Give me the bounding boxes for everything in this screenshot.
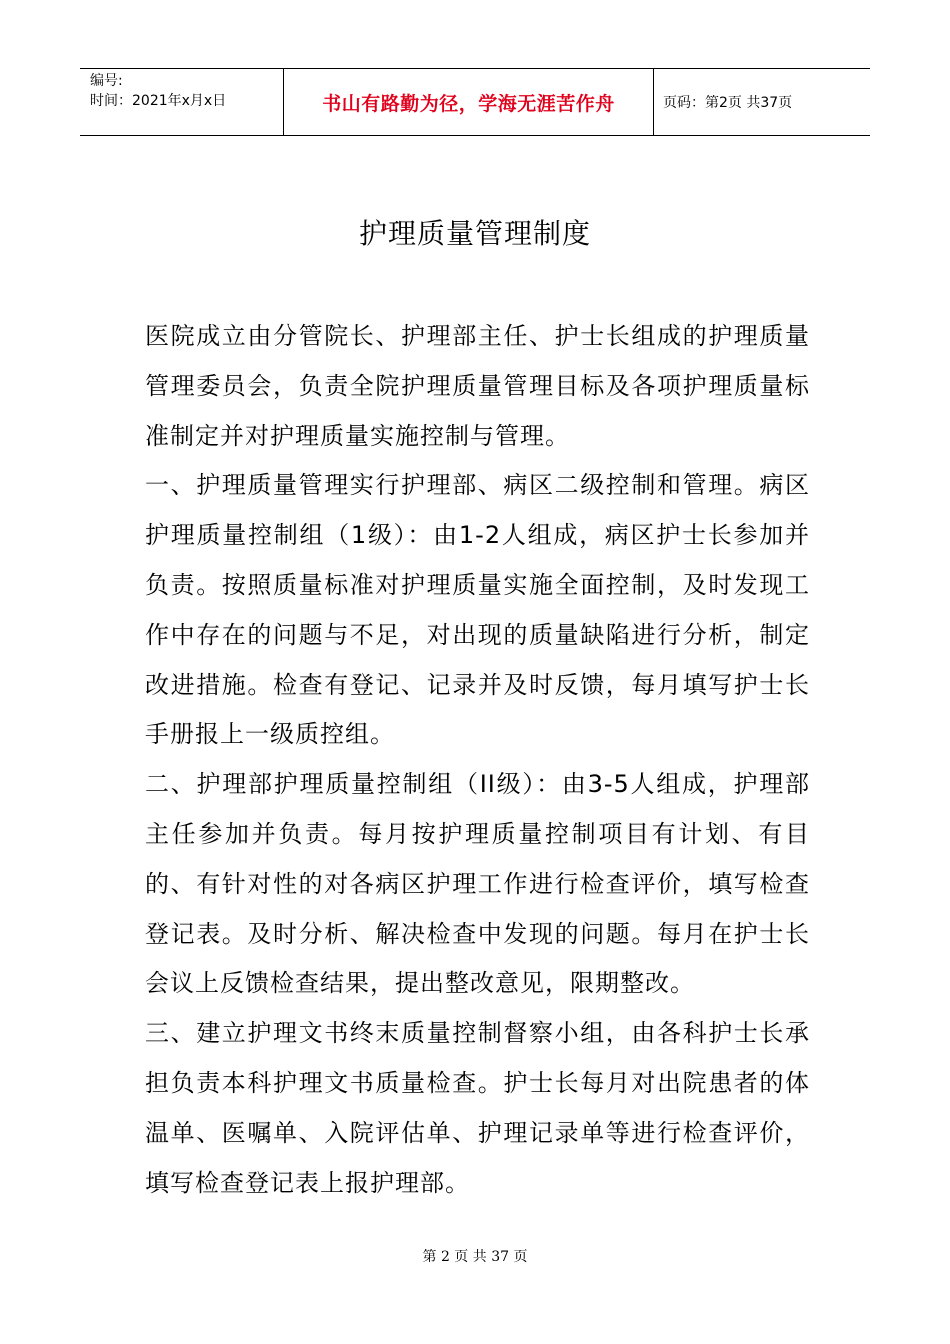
- header-page-cell: [654, 69, 870, 135]
- document-body: [145, 312, 810, 1208]
- serial-number-label: 编号:: [90, 73, 123, 89]
- paragraph-section-1: 一、护理质量管理实行护理部、病区二级控制和管理。病区护理质量控制组（1级）：由1-2人组成，病区护士长参加并负责。按照质量标准对护理质量实施全面控制，及时发现工作中存在的问题与不足，对出现的质量缺陷进行分析，制定改进措施。检查有登记、记录并及时反馈，每月填写护士长手册报上一级质控组。: [145, 471, 810, 749]
- paragraph-intro: 医院成立由分管院长、护理部主任、护士长组成的护理质量管理委员会，负责全院护理质量管理目标及各项护理质量标准制定并对护理质量实施控制与管理。: [145, 322, 810, 450]
- page-info: 页码：第2页 共37页: [663, 95, 793, 111]
- paragraph-section-3: 三、建立护理文书终末质量控制督察小组，由各科护士长承担负责本科护理文书质量检查。护士长每月对出院患者的体温单、医嘱单、入院评估单、护理记录单等进行检查评价，填写检查登记表上报护理部。: [145, 1019, 810, 1197]
- paragraph-section-2: 二、护理部护理质量控制组（II级）：由3-5人组成，护理部主任参加并负责。每月按护理质量控制项目有计划、有目的、有针对性的对各病区护理工作进行检查评价，填写检查登记表。及时分析、解决检查中发现的问题。每月在护士长会议上反馈检查结果，提出整改意见，限期整改。: [145, 770, 810, 998]
- document-header: [80, 68, 870, 136]
- page-footer: 第 2 页 共 37 页: [422, 1249, 528, 1265]
- motto-text: 书山有路勤为径，学海无涯苦作舟: [322, 92, 615, 115]
- date-label: 时间：2021年x月x日: [90, 93, 227, 109]
- header-motto-cell: [283, 69, 654, 135]
- document-title: 护理质量管理制度: [358, 217, 591, 250]
- header-meta-cell: [80, 69, 283, 135]
